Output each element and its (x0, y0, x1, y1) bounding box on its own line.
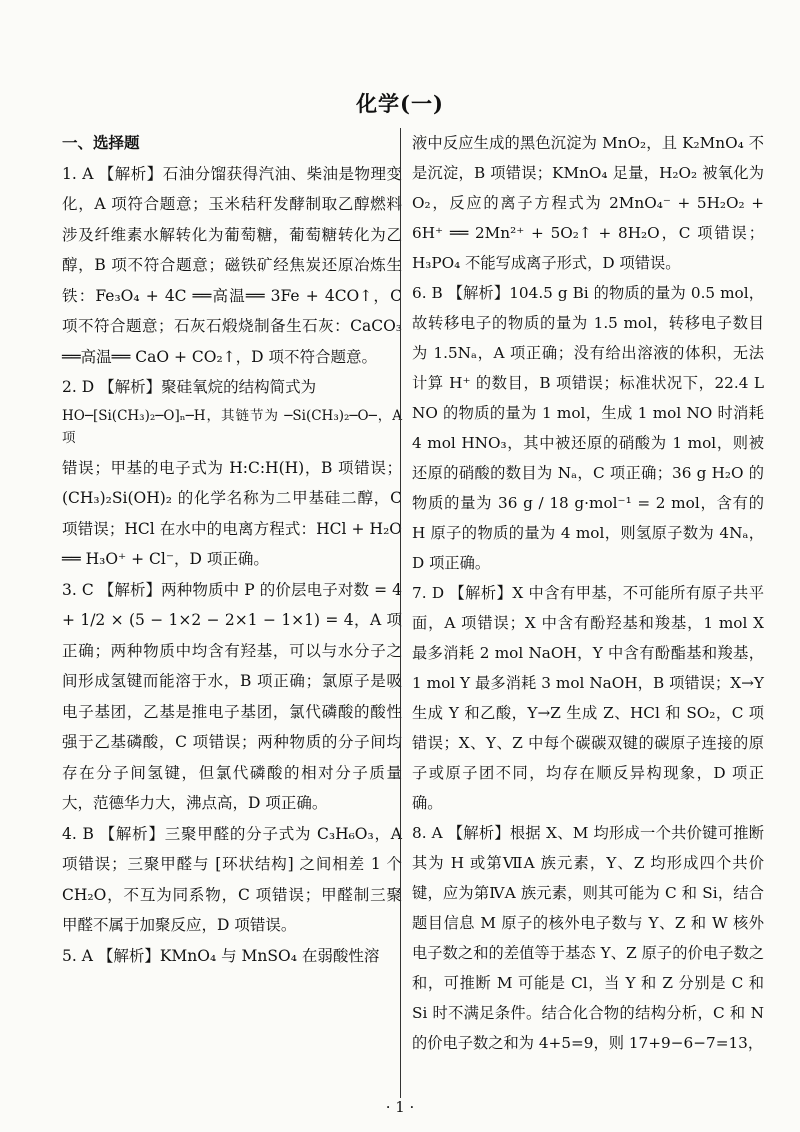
column-divider (400, 128, 401, 1098)
answer-3: 3. C 【解析】两种物质中 P 的价层电子对数 = 4 + 1/2 × (5 − 1×2 − 2×1 − 1×1) = 4，A 项正确；两种物质中均含有羟基，可以与水分子之间形成氢键而能溶于水，B 项正确；氯原子是吸电子基团，乙基是推电子基团，氯代磷酸的酸性强于乙基磷酸，C 项错误；两种物质的分子间均存在分子间氢键，但氯代磷酸的相对分子质量大，范德华力大，沸点高，D 项正确。 (62, 580, 402, 812)
answer-8: 8. A 【解析】根据 X、M 均形成一个共价键可推断其为 H 或第ⅦA 族元素，Y、Z 均形成四个共价键，应为第ⅣA 族元素，则其可能为 C 和 Si，结合题目信息 M 原子的核外电子数与 Y、Z 和 W 核外电子数之和的差值等于基态 Y、Z 原子的价电子数之和，可推断 M 可能是 Cl，当 Y 和 Z 分别是 C 和 Si 时不满足条件。结合化合物的结构分析，C 和 N 的价电子数之和为 4+5=9，则 17+9−6−7=13， (412, 824, 764, 1052)
page-number: · 1 · (385, 1098, 415, 1116)
answer-2-rest: 错误；甲基的电子式为 H:C:H(H)，B 项错误；(CH₃)₂Si(OH)₂ 的化学名称为二甲基硅二醇，C 项错误；HCl 在水中的电离方程式：HCl + H₂O ══ H₃O⁺ + Cl⁻，D 项正确。 (62, 458, 402, 568)
answer-2-intro: 2. D 【解析】聚硅氧烷的结构简式为 (62, 378, 317, 396)
answer-5-cont: 液中反应生成的黑色沉淀为 MnO₂，且 K₂MnO₄ 不是沉淀，B 项错误；KMnO₄ 足量，H₂O₂ 被氧化为 O₂，反应的离子方程式为 2MnO₄⁻ + 5H₂O₂ + 6H⁺ ══ 2Mn²⁺ + 5O₂↑ + 8H₂O，C 项错误；H₃PO₄ 不能写成离子形式，D 项错误。 (412, 134, 764, 272)
answer-5-start: 5. A 【解析】KMnO₄ 与 MnSO₄ 在弱酸性溶 (62, 946, 380, 965)
left-column (62, 128, 402, 971)
answer-6: 6. B 【解析】104.5 g Bi 的物质的量为 0.5 mol，故转移电子的物质的量为 1.5 mol，转移电子数目为 1.5Nₐ，A 项正确；没有给出溶液的体积，无法计算 H⁺ 的数目，B 项错误；标准状况下，22.4 L NO 的物质的量为 1 mol，生成 1 mol NO 时消耗 4 mol HNO₃，其中被还原的硝酸为 1 mol，则被还原的硝酸的数目为 Nₐ，C 项正确；36 g H₂O 的物质的量为 36 g / 18 g·mol⁻¹ = 2 mol，含有的 H 原子的物质的量为 4 mol，则氢原子数为 4Nₐ，D 项正确。 (412, 284, 764, 572)
page-title: 化学(一) (356, 91, 444, 116)
answer-2-structure: HO─[Si(CH₃)₂─O]ₙ─H，其链节为 ─Si(CH₃)₂─O─，A 项 (62, 407, 402, 446)
section-heading: 一、选择题 (62, 133, 140, 152)
answer-7: 7. D 【解析】X 中含有甲基，不可能所有原子共平面，A 项错误；X 中含有酚羟基和羧基，1 mol X 最多消耗 2 mol NaOH，Y 中含有酚酯基和羧基，1 mol Y 最多消耗 3 mol NaOH，B 项错误；X→Y 生成 Y 和乙酸，Y→Z 生成 Z、HCl 和 SO₂，C 项错误；X、Y、Z 中每个碳碳双键的碳原子连接的原子或原子团不同，均存在顺反异构现象，D 项正确。 (412, 584, 764, 812)
answer-1: 1. A 【解析】石油分馏获得汽油、柴油是物理变化，A 项符合题意；玉米秸秆发酵制取乙醇燃料涉及纤维素水解转化为葡萄糖，葡萄糖转化为乙醇，B 项不符合题意；磁铁矿经焦炭还原冶炼生铁：Fe₃O₄ + 4C ══高温══ 3Fe + 4CO↑，C 项不符合题意；石灰石煅烧制备生石灰：CaCO₃ ══高温══ CaO + CO₂↑，D 项不符合题意。 (62, 164, 402, 366)
answer-4: 4. B 【解析】三聚甲醛的分子式为 C₃H₆O₃，A 项错误；三聚甲醛与 [环状结构] 之间相差 1 个 CH₂O，不互为同系物，C 项错误；甲醛制三聚甲醛不属于加聚反应，D 项错误。 (62, 824, 402, 934)
right-column (412, 128, 764, 1058)
